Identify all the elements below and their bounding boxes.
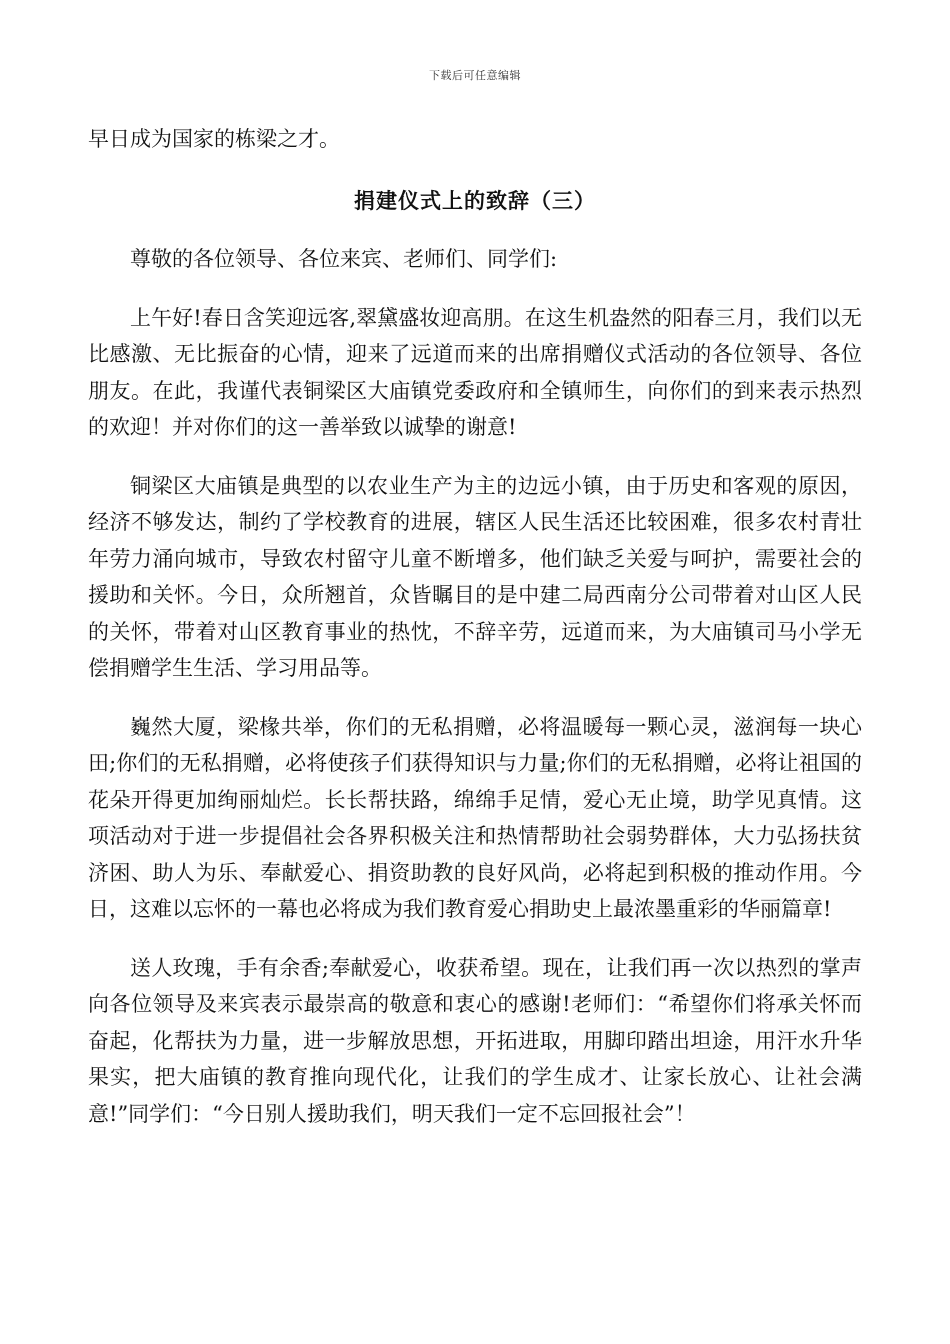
paragraph-closing: 送人玫瑰，手有余香;奉献爱心，收获希望。现在，让我们再一次以热烈的掌声向各位领导及来宾表示最崇高的敬意和衷心的感谢!老师们：“希望你们将承关怀而奋起，化帮扶为力量，进一步解放思想，开拓进取，用脚印踏出坦途，用汗水升华果实，把大庙镇的教育推向现代化，让我们的学生成才、让家长放心、让社会满意!”同学们：“今日别人援助我们，明天我们一定不忘回报社会”！ — [88, 955, 862, 1126]
document-body — [88, 121, 862, 1132]
salutation: 尊敬的各位领导、各位来宾、老师们、同学们: — [130, 247, 558, 271]
paragraph-significance: 巍然大厦，梁椽共举，你们的无私捐赠，必将温暖每一颗心灵，滋润每一块心田;你们的无私捐赠，必将使孩子们获得知识与力量;你们的无私捐赠，必将让祖国的花朵开得更加绚丽灿烂。长长帮扶路，绵绵手足情，爱心无止境，助学见真情。这项活动对于进一步提倡社会各界积极关注和热情帮助社会弱势群体，大力弘扬扶贫济困、助人为乐、奉献爱心、捐资助教的良好风尚，必将起到积极的推动作用。今日，这难以忘怀的一幕也必将成为我们教育爱心捐助史上最浓墨重彩的华丽篇章! — [88, 714, 862, 921]
header-note: 下载后可任意编辑 — [429, 69, 521, 82]
paragraph-greeting: 上午好!春日含笑迎远客,翠黛盛妆迎高朋。在这生机盎然的阳春三月，我们以无比感激、无比振奋的心情，迎来了远道而来的出席捐赠仪式活动的各位领导、各位朋友。在此，我谨代表铜梁区大庙镇党委政府和全镇师生，向你们的到来表示热烈的欢迎！并对你们的这一善举致以诚挚的谢意! — [88, 305, 862, 439]
document-title: 捐建仪式上的致辞（三） — [354, 188, 596, 213]
lead-line: 早日成为国家的栋梁之才。 — [88, 127, 340, 151]
paragraph-background: 铜梁区大庙镇是典型的以农业生产为主的边远小镇，由于历史和客观的原因，经济不够发达，制约了学校教育的进展，辖区人民生活还比较困难，很多农村青壮年劳力涌向城市，导致农村留守儿童不断增多，他们缺乏关爱与呵护，需要社会的援助和关怀。今日，众所翘首，众皆瞩目的是中建二局西南分公司带着对山区人民的关怀，带着对山区教育事业的热忱，不辞辛劳，远道而来，为大庙镇司马小学无偿捐赠学生生活、学习用品等。 — [88, 473, 862, 680]
